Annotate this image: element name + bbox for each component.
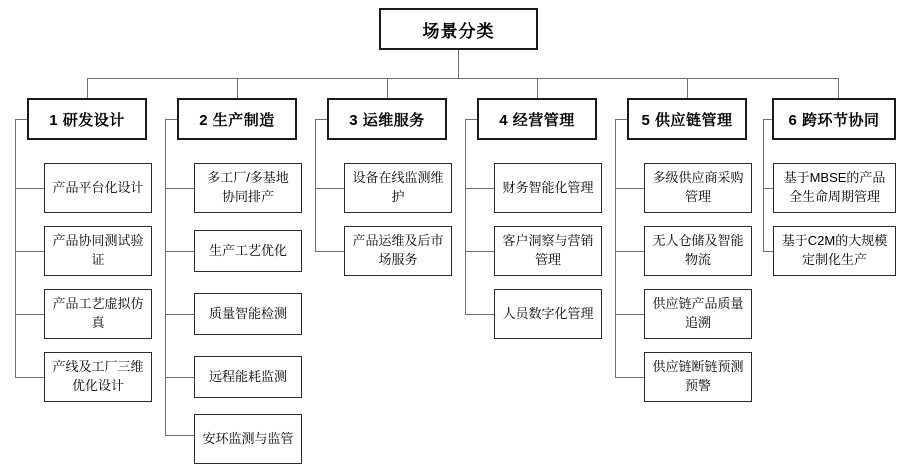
leaf-node-2-2 (194, 230, 302, 272)
connector-2-to-item-3 (165, 314, 194, 315)
leaf-label-4-3: 人员数字化管理 (502, 305, 594, 321)
connector-2-to-item-2 (165, 251, 194, 252)
leaf-label-5-1: 多级供应商采购管理 (652, 170, 744, 204)
leaf-node-1-4 (44, 352, 152, 402)
leaf-label-6-2: 基于C2M的大规模定制化生产 (781, 233, 888, 267)
connector-bus-to-cat-5 (687, 78, 688, 98)
leaf-node-2-5 (194, 414, 302, 464)
leaf-node-3-2 (344, 226, 452, 276)
leaf-label-1-3: 产品工艺虚拟仿真 (52, 296, 144, 330)
category-label-2: 2 生产制造 (199, 111, 275, 129)
category-node-6 (772, 98, 896, 140)
connector-1-to-item-1 (15, 188, 44, 189)
category-node-5 (627, 98, 747, 140)
leaf-label-5-2: 无人仓储及智能物流 (652, 233, 744, 267)
connector-5-to-item-3 (615, 314, 644, 315)
connector-spine-6-to-cat (763, 119, 772, 120)
leaf-label-2-1: 多工厂/多基地协同排产 (207, 170, 289, 204)
leaf-label-2-2: 生产工艺优化 (208, 242, 287, 258)
connector-spine-2-to-cat (165, 119, 177, 120)
leaf-label-2-5: 安环监测与监管 (202, 430, 294, 446)
connector-root-stem (458, 50, 459, 78)
category-label-3: 3 运维服务 (349, 111, 425, 129)
connector-spine-4 (465, 119, 466, 315)
connector-spine-4-to-cat (465, 119, 477, 120)
leaf-label-4-1: 财务智能化管理 (502, 179, 594, 195)
root-node (379, 8, 538, 50)
category-node-2 (177, 98, 297, 140)
connector-bus-to-cat-2 (237, 78, 238, 98)
category-label-6: 6 跨环节协同 (788, 111, 880, 129)
connector-3-to-item-1 (315, 188, 344, 189)
connector-1-to-item-3 (15, 314, 44, 315)
leaf-label-5-3: 供应链产品质量追溯 (652, 296, 744, 330)
leaf-label-2-4: 远程能耗监测 (208, 368, 287, 384)
leaf-node-2-4 (194, 356, 302, 398)
category-node-4 (477, 98, 597, 140)
leaf-node-4-1 (494, 163, 602, 213)
connector-2-to-item-4 (165, 377, 194, 378)
category-label-1: 1 研发设计 (49, 111, 125, 129)
leaf-node-2-1 (194, 163, 302, 213)
leaf-label-6-1: 基于MBSE的产品全生命周期管理 (783, 170, 886, 204)
leaf-node-3-1 (344, 163, 452, 213)
connector-5-to-item-1 (615, 188, 644, 189)
connector-spine-5 (615, 119, 616, 378)
leaf-label-1-2: 产品协同测试验证 (52, 233, 144, 267)
leaf-label-3-2: 产品运维及后市场服务 (352, 233, 444, 267)
connector-5-to-item-4 (615, 377, 644, 378)
leaf-node-4-2 (494, 226, 602, 276)
connector-5-to-item-2 (615, 251, 644, 252)
connector-4-to-item-1 (465, 188, 494, 189)
leaf-node-5-3 (644, 289, 752, 339)
leaf-label-1-4: 产线及工厂三维优化设计 (52, 359, 144, 393)
leaf-node-1-2 (44, 226, 152, 276)
connector-spine-1 (15, 119, 16, 378)
connector-3-to-item-2 (315, 251, 344, 252)
connector-spine-3-to-cat (315, 119, 327, 120)
connector-bus-to-cat-4 (537, 78, 538, 98)
leaf-node-6-2 (773, 226, 896, 276)
leaf-label-2-3: 质量智能检测 (208, 305, 287, 321)
root-node-label: 场景分类 (422, 21, 495, 41)
connector-4-to-item-2 (465, 251, 494, 252)
connector-bus-to-cat-1 (87, 78, 88, 98)
connector-bus-to-cat-6 (838, 78, 839, 98)
category-node-1 (27, 98, 147, 140)
connector-main-bus (87, 78, 838, 79)
category-node-3 (327, 98, 447, 140)
leaf-node-1-3 (44, 289, 152, 339)
connector-spine-5-to-cat (615, 119, 627, 120)
leaf-node-5-2 (644, 226, 752, 276)
connector-4-to-item-3 (465, 314, 494, 315)
connector-spine-1-to-cat (15, 119, 27, 120)
connector-1-to-item-4 (15, 377, 44, 378)
connector-spine-6 (763, 119, 764, 252)
leaf-node-4-3 (494, 289, 602, 339)
connector-spine-3 (315, 119, 316, 252)
leaf-node-5-4 (644, 352, 752, 402)
connector-1-to-item-2 (15, 251, 44, 252)
connector-spine-2 (165, 119, 166, 435)
leaf-node-2-3 (194, 293, 302, 335)
leaf-label-3-1: 设备在线监测维护 (352, 170, 444, 204)
connector-2-to-item-5 (165, 435, 194, 436)
category-label-5: 5 供应链管理 (641, 111, 733, 129)
leaf-node-5-1 (644, 163, 752, 213)
leaf-label-4-2: 客户洞察与营销管理 (502, 233, 594, 267)
connector-6-to-item-2 (763, 251, 773, 252)
leaf-node-6-1 (773, 163, 896, 213)
connector-2-to-item-1 (165, 188, 194, 189)
category-label-4: 4 经营管理 (499, 111, 575, 129)
leaf-label-1-1: 产品平台化设计 (52, 179, 144, 195)
leaf-node-1-1 (44, 163, 152, 213)
connector-6-to-item-1 (763, 188, 773, 189)
leaf-label-5-4: 供应链断链预测预警 (652, 359, 744, 393)
connector-bus-to-cat-3 (387, 78, 388, 98)
